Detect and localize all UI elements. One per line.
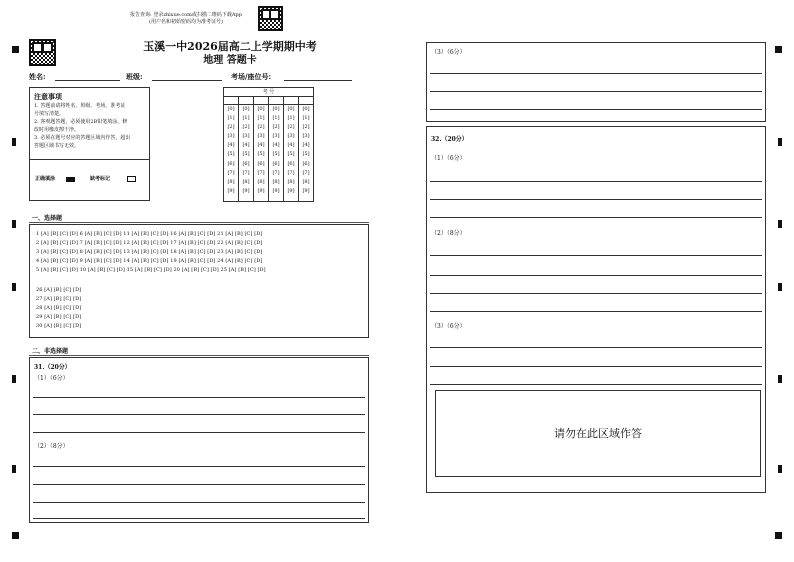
timing-mark [778, 465, 782, 473]
exam-digit-bubble[interactable]: [6] [302, 160, 310, 167]
student-qr-code [29, 39, 56, 66]
exam-digit-bubble[interactable]: [3] [242, 133, 250, 140]
exam-digit-bubble[interactable]: [9] [242, 187, 250, 194]
choice-row[interactable]: 3 [A] [B] [C] [D] 8 [A] [B] [C] [D] 13 [A] [B] [C] [D] 18 [A] [B] [C] [D] 23 [A] [B] [C] [D] [36, 249, 263, 255]
exam-digit-bubble[interactable]: [8] [227, 178, 235, 185]
page-subtitle: 地理 答题卡 [203, 55, 257, 66]
answer-line[interactable] [430, 73, 762, 74]
exam-digit-bubble[interactable]: [2] [302, 124, 310, 131]
exam-digit-bubble[interactable]: [6] [242, 160, 250, 167]
no-answer-zone [435, 390, 761, 477]
exam-digit-bubble[interactable]: [8] [257, 178, 265, 185]
exam-digit-bubble[interactable]: [5] [227, 151, 235, 158]
q31-part3-label: （3）（6分） [431, 49, 466, 56]
exam-digit-bubble[interactable]: [9] [257, 187, 265, 194]
section-nonchoice-title: 二、非选择题 [32, 348, 69, 355]
correct-fill-label: 正确填涂 [35, 176, 56, 182]
exam-digit-bubble[interactable]: [2] [242, 124, 250, 131]
exam-digit-bubble[interactable]: [0] [227, 106, 235, 112]
timing-mark [12, 46, 19, 53]
exam-digit-bubble[interactable]: [0] [272, 106, 280, 112]
notes-line: 答题区域书写无效。 [34, 143, 80, 149]
answer-line[interactable] [430, 311, 762, 312]
class-field[interactable] [152, 80, 222, 81]
class-label: 班级: [126, 72, 143, 81]
answer-line[interactable] [430, 366, 762, 367]
exam-digit-bubble[interactable]: [7] [257, 169, 265, 176]
exam-digit-bubble[interactable]: [6] [257, 160, 265, 167]
q32-answer-box [426, 126, 766, 493]
page-title: 玉溪一中2026届高二上学期期中考 [143, 40, 317, 53]
timing-mark [12, 220, 16, 228]
correct-fill-sample [66, 177, 75, 182]
exam-digit-bubble[interactable]: [2] [257, 124, 265, 131]
exam-digit-column [269, 105, 283, 196]
q32-label: 32.（20分） [431, 136, 468, 143]
exam-digit-bubble[interactable]: [4] [302, 142, 310, 149]
exam-digit-bubble[interactable]: [1] [257, 115, 265, 122]
q32-part1-label: （1）（6分） [431, 155, 466, 162]
notes-line: 1. 答题前请将姓名、班级、考场、准考证 [34, 103, 126, 109]
q31-part1-label: （1）（6分） [34, 375, 69, 382]
report-query-note: 报告查询: 登录zhixue.com或扫描二维码下载App [130, 12, 242, 18]
exam-digit-bubble[interactable]: [9] [287, 187, 295, 194]
exam-digit-column [254, 105, 268, 196]
timing-mark [778, 375, 782, 383]
answer-line[interactable] [430, 91, 762, 92]
exam-digit-column [224, 105, 238, 196]
choice-row[interactable]: 1 [A] [B] [C] [D] 6 [A] [B] [C] [D] 11 [A] [B] [C] [D] 16 [A] [B] [C] [D] 21 [A] [B] [C] [D] [36, 231, 263, 237]
exam-digit-bubble[interactable]: [5] [257, 151, 265, 158]
timing-mark [12, 375, 16, 383]
q31-answer-box [29, 357, 369, 523]
exam-digit-bubble[interactable]: [7] [272, 169, 280, 176]
exam-digit-bubble[interactable]: [1] [242, 115, 250, 122]
choice-row[interactable]: 27 [A] [B] [C] [D] [36, 296, 82, 302]
exam-number-grid [223, 87, 314, 202]
exam-digit-bubble[interactable]: [4] [272, 142, 280, 149]
exam-digit-bubble[interactable]: [3] [227, 133, 235, 140]
timing-mark [775, 532, 782, 539]
exam-digit-column [239, 105, 253, 196]
exam-digit-column [284, 105, 298, 196]
choice-row[interactable]: 4 [A] [B] [C] [D] 9 [A] [B] [C] [D] 14 [A] [B] [C] [D] 19 [A] [B] [C] [D] 24 [A] [B] [C] [D] [36, 258, 263, 264]
answer-line[interactable] [430, 293, 762, 294]
no-answer-text: 请勿在此区域作答 [554, 427, 642, 440]
exam-digit-bubble[interactable]: [0] [257, 106, 265, 112]
exam-digit-bubble[interactable]: [4] [227, 142, 235, 149]
exam-digit-bubble[interactable]: [3] [302, 133, 310, 140]
exam-digit-bubble[interactable]: [0] [287, 106, 295, 112]
exam-digit-bubble[interactable]: [4] [287, 142, 295, 149]
exam-digit-bubble[interactable]: [6] [287, 160, 295, 167]
notes-box [29, 87, 150, 201]
exam-digit-bubble[interactable]: [8] [242, 178, 250, 185]
exam-digit-bubble[interactable]: [5] [272, 151, 280, 158]
exam-digit-bubble[interactable]: [1] [227, 115, 235, 122]
exam-digit-bubble[interactable]: [5] [302, 151, 310, 158]
answer-line[interactable] [430, 347, 762, 348]
exam-digit-bubble[interactable]: [0] [302, 106, 310, 112]
exam-digit-bubble[interactable]: [0] [242, 106, 250, 112]
exam-digit-bubble[interactable]: [9] [227, 187, 235, 194]
answer-line[interactable] [430, 109, 762, 110]
exam-digit-bubble[interactable]: [6] [227, 160, 235, 167]
answer-line[interactable] [33, 518, 365, 519]
choice-row[interactable]: 26 [A] [B] [C] [D] [36, 287, 82, 293]
timing-mark [12, 532, 19, 539]
choice-answer-box [29, 224, 369, 338]
notes-title: 注意事项 [34, 92, 62, 101]
room-seat-field[interactable] [284, 80, 352, 81]
exam-digit-bubble[interactable]: [3] [287, 133, 295, 140]
q31-label: 31.（20分） [34, 364, 71, 371]
exam-digit-bubble[interactable]: [6] [272, 160, 280, 167]
answer-line[interactable] [430, 384, 762, 385]
exam-digit-bubble[interactable]: [2] [272, 124, 280, 131]
download-qr-code [258, 6, 283, 31]
timing-mark [778, 138, 782, 146]
exam-digit-bubble[interactable]: [9] [272, 187, 280, 194]
exam-digit-bubble[interactable]: [1] [272, 115, 280, 122]
exam-number-header: 考 号 [262, 89, 275, 95]
exam-digit-bubble[interactable]: [4] [257, 142, 265, 149]
exam-digit-bubble[interactable]: [7] [287, 169, 295, 176]
exam-digit-bubble[interactable]: [7] [302, 169, 310, 176]
exam-digit-bubble[interactable]: [5] [242, 151, 250, 158]
exam-digit-bubble[interactable]: [2] [287, 124, 295, 131]
timing-mark [778, 283, 782, 291]
name-label: 姓名: [29, 72, 46, 81]
answer-line[interactable] [33, 432, 365, 433]
answer-line[interactable] [430, 199, 762, 200]
absent-label: 缺考标记 [90, 176, 111, 182]
q32-part2-label: （2）（8分） [431, 230, 466, 237]
q31-part2-label: （2）（8分） [34, 443, 69, 450]
notes-line: 2. 客观题答题，必须使用2B铅笔填涂，修 [34, 119, 128, 125]
answer-line[interactable] [33, 466, 365, 467]
notes-line: 号填写清楚。 [34, 111, 65, 117]
divider [30, 159, 149, 160]
exam-digit-bubble[interactable]: [8] [302, 178, 310, 185]
room-seat-label: 考场/座位号: [231, 72, 272, 81]
exam-digit-bubble[interactable]: [7] [227, 169, 235, 176]
exam-digit-bubble[interactable]: [1] [287, 115, 295, 122]
exam-digit-bubble[interactable]: [3] [257, 133, 265, 140]
timing-mark [775, 46, 782, 53]
answer-line[interactable] [430, 255, 762, 256]
exam-digit-bubble[interactable]: [9] [302, 187, 310, 194]
exam-digit-bubble[interactable]: [5] [287, 151, 295, 158]
exam-digit-bubble[interactable]: [4] [242, 142, 250, 149]
exam-digit-column [299, 105, 313, 196]
choice-row[interactable]: 30 [A] [B] [C] [D] [36, 323, 82, 329]
notes-line: 3. 必须在题号对应的答题区域内作答，超出 [34, 135, 131, 141]
choice-row[interactable]: 29 [A] [B] [C] [D] [36, 314, 82, 320]
exam-digit-bubble[interactable]: [1] [302, 115, 310, 122]
choice-row[interactable]: 28 [A] [B] [C] [D] [36, 305, 82, 311]
answer-line[interactable] [430, 217, 762, 218]
notes-line: 改时用橡皮擦干净。 [34, 127, 80, 133]
answer-line[interactable] [33, 414, 365, 415]
answer-line[interactable] [430, 181, 762, 182]
section-choice-title: 一、选择题 [32, 215, 63, 222]
timing-mark [778, 220, 782, 228]
answer-line[interactable] [33, 502, 365, 503]
timing-mark [12, 138, 16, 146]
choice-row[interactable]: 2 [A] [B] [C] [D] 7 [A] [B] [C] [D] 12 [A] [B] [C] [D] 17 [A] [B] [C] [D] 22 [A] [B] [C] [D] [36, 240, 263, 246]
choice-row[interactable]: 5 [A] [B] [C] [D] 10 [A] [B] [C] [D] 15 [A] [B] [C] [D] 20 [A] [B] [C] [D] 25 [A] [B] [C] [D] [36, 267, 266, 273]
timing-mark [12, 465, 16, 473]
exam-digit-bubble[interactable]: [7] [242, 169, 250, 176]
exam-digit-bubble[interactable]: [8] [272, 178, 280, 185]
exam-digit-bubble[interactable]: [8] [287, 178, 295, 185]
timing-mark [12, 283, 16, 291]
answer-line[interactable] [33, 397, 365, 398]
answer-line[interactable] [33, 484, 365, 485]
exam-digit-bubble[interactable]: [2] [227, 124, 235, 131]
q31-part3-box [426, 42, 766, 122]
section-underline [29, 355, 369, 356]
name-field[interactable] [55, 80, 120, 81]
absent-checkbox[interactable] [127, 176, 136, 182]
section-underline [29, 222, 369, 223]
login-note: (用户名和初始密码均为准考证号) [149, 19, 223, 25]
exam-digit-bubble[interactable]: [3] [272, 133, 280, 140]
q32-part3-label: （3）（6分） [431, 323, 466, 330]
answer-line[interactable] [430, 275, 762, 276]
